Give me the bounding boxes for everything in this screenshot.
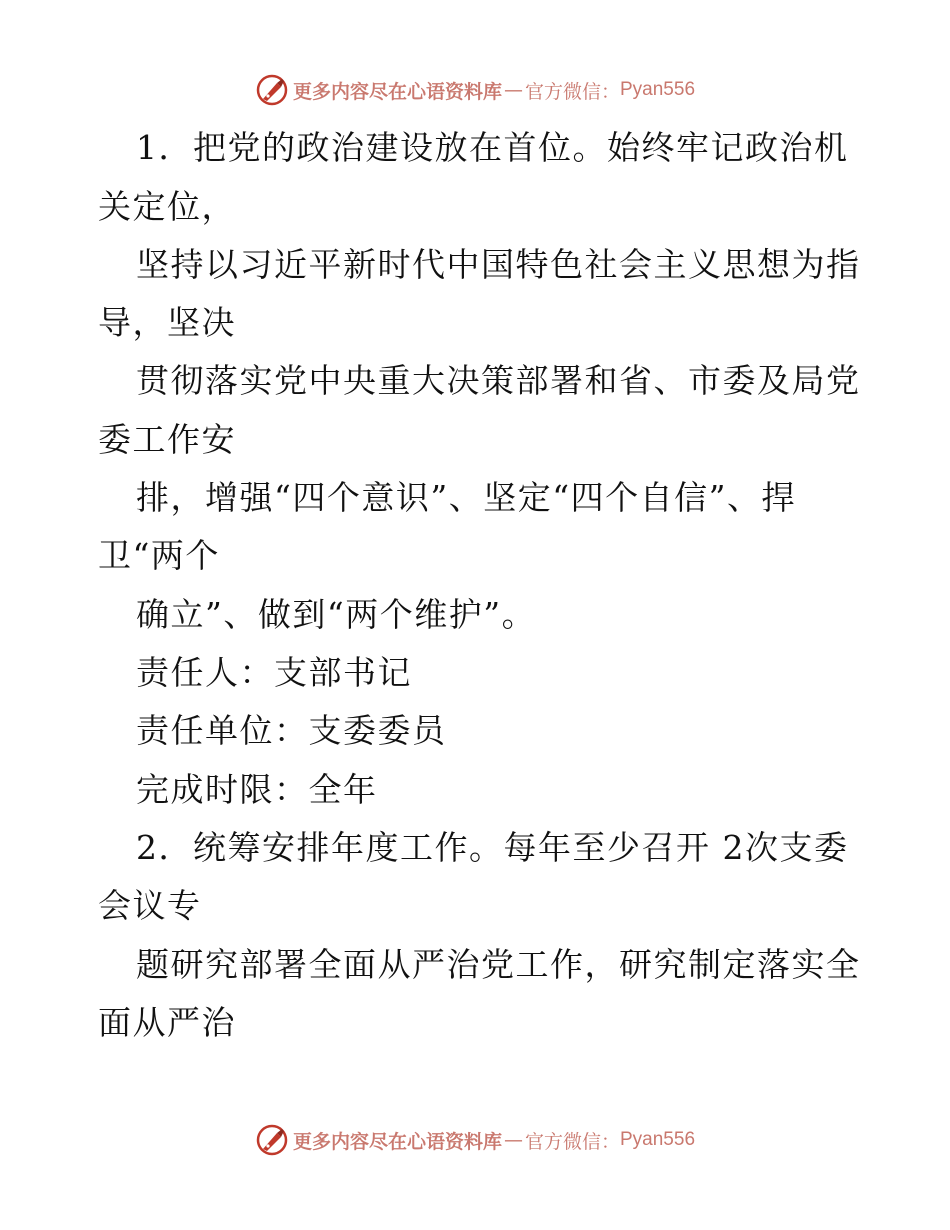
watermark-separator: —: [503, 79, 523, 101]
paragraph-line: 委工作安: [98, 420, 236, 459]
paragraph-line: 会议专: [98, 886, 202, 925]
paragraph-line: 关定位，: [98, 187, 236, 226]
paragraph-line: 贯彻落实党中央重大决策部署和省、市委及局党: [136, 361, 861, 400]
pen-nib-logo-icon: [255, 1123, 289, 1157]
paragraph-line: 1．把党的政治建设放在首位。始终牢记政治机: [136, 128, 849, 167]
paragraph-line: 坚持以习近平新时代中国特色社会主义思想为指: [136, 245, 861, 284]
watermark-text: 更多内容尽在心语资料库: [292, 1130, 502, 1153]
watermark-wechat-id: Pyan556: [620, 1129, 696, 1150]
responsible-unit: 责任单位：支委委员: [136, 711, 447, 750]
watermark-text: 更多内容尽在心语资料库: [292, 80, 502, 103]
deadline: 完成时限：全年: [136, 770, 378, 809]
paragraph-line: 排，增强“四个意识”、坚定“四个自信”、捍: [136, 478, 796, 517]
watermark-wechat-label: 官方微信：: [524, 80, 620, 103]
paragraph-line: 题研究部署全面从严治党工作，研究制定落实全: [136, 945, 861, 984]
header-watermark: [0, 72, 950, 108]
footer-watermark: [0, 1122, 950, 1158]
paragraph-line: 卫“两个: [98, 536, 220, 575]
paragraph-line: 确立”、做到“两个维护”。: [136, 595, 537, 634]
paragraph-line: 面从严治: [98, 1003, 236, 1042]
pen-nib-logo-icon: [255, 73, 289, 107]
watermark-wechat-id: Pyan556: [620, 79, 696, 100]
watermark-separator: —: [503, 1129, 523, 1151]
responsible-person: 责任人：支部书记: [136, 653, 412, 692]
paragraph-line: 导，坚决: [98, 303, 236, 342]
watermark-wechat-label: 官方微信：: [524, 1130, 620, 1153]
paragraph-line: 2．统筹安排年度工作。每年至少召开 2次支委: [136, 828, 849, 867]
